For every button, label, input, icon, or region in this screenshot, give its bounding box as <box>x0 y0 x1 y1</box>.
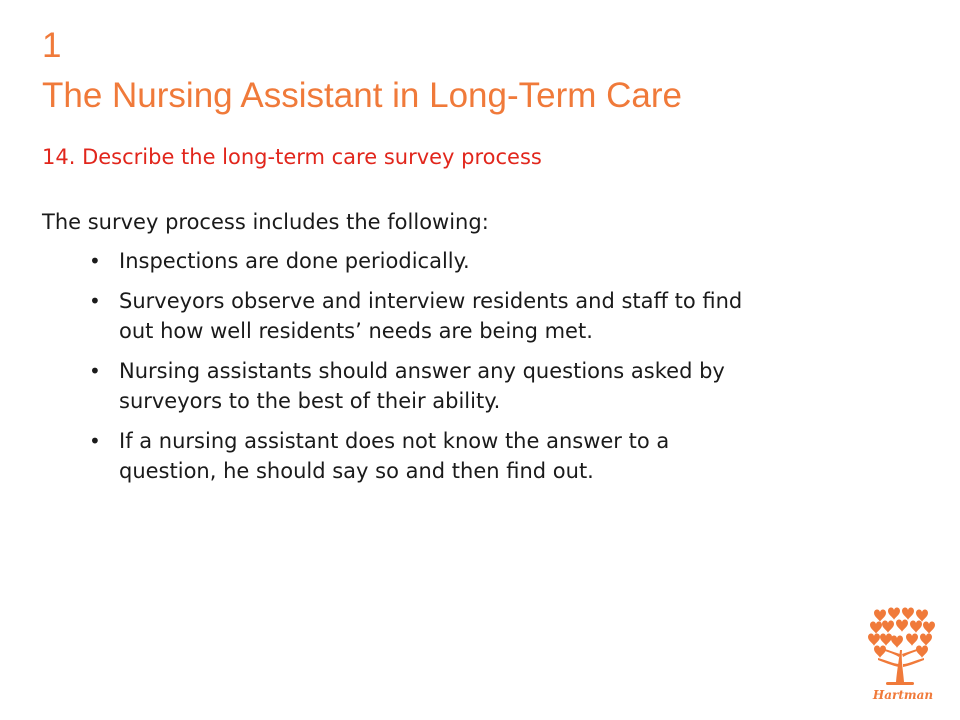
logo-text: Hartman <box>872 688 934 702</box>
list-item <box>85 246 935 276</box>
page-title: The Nursing Assistant in Long-Term Care <box>42 76 682 115</box>
bullet-text: If a nursing assistant does not know the answer to a <box>119 429 670 453</box>
bullet-text: out how well residents’ needs are being met. <box>119 319 593 343</box>
list-item <box>85 426 935 486</box>
bullet-text: surveyors to the best of their ability. <box>119 389 501 413</box>
hartman-logo <box>866 606 940 710</box>
intro-text: The survey process includes the following: <box>42 210 489 234</box>
list-item <box>85 356 935 416</box>
bullet-list <box>85 246 935 496</box>
bullet-text: Nursing assistants should answer any questions asked by <box>119 359 725 383</box>
bullet-text: Inspections are done periodically. <box>119 249 470 273</box>
heart-tree-icon <box>866 606 940 688</box>
bullet-text: question, he should say so and then find out. <box>119 459 594 483</box>
bullet-icon: • <box>89 289 101 313</box>
bullet-icon: • <box>89 359 101 383</box>
chapter-number: 1 <box>42 26 62 65</box>
bullet-icon: • <box>89 249 101 273</box>
bullet-text: Surveyors observe and interview residents and staff to find <box>119 289 743 313</box>
learning-objective: 14. Describe the long-term care survey process <box>42 145 542 169</box>
list-item <box>85 286 935 346</box>
bullet-icon: • <box>89 429 101 453</box>
